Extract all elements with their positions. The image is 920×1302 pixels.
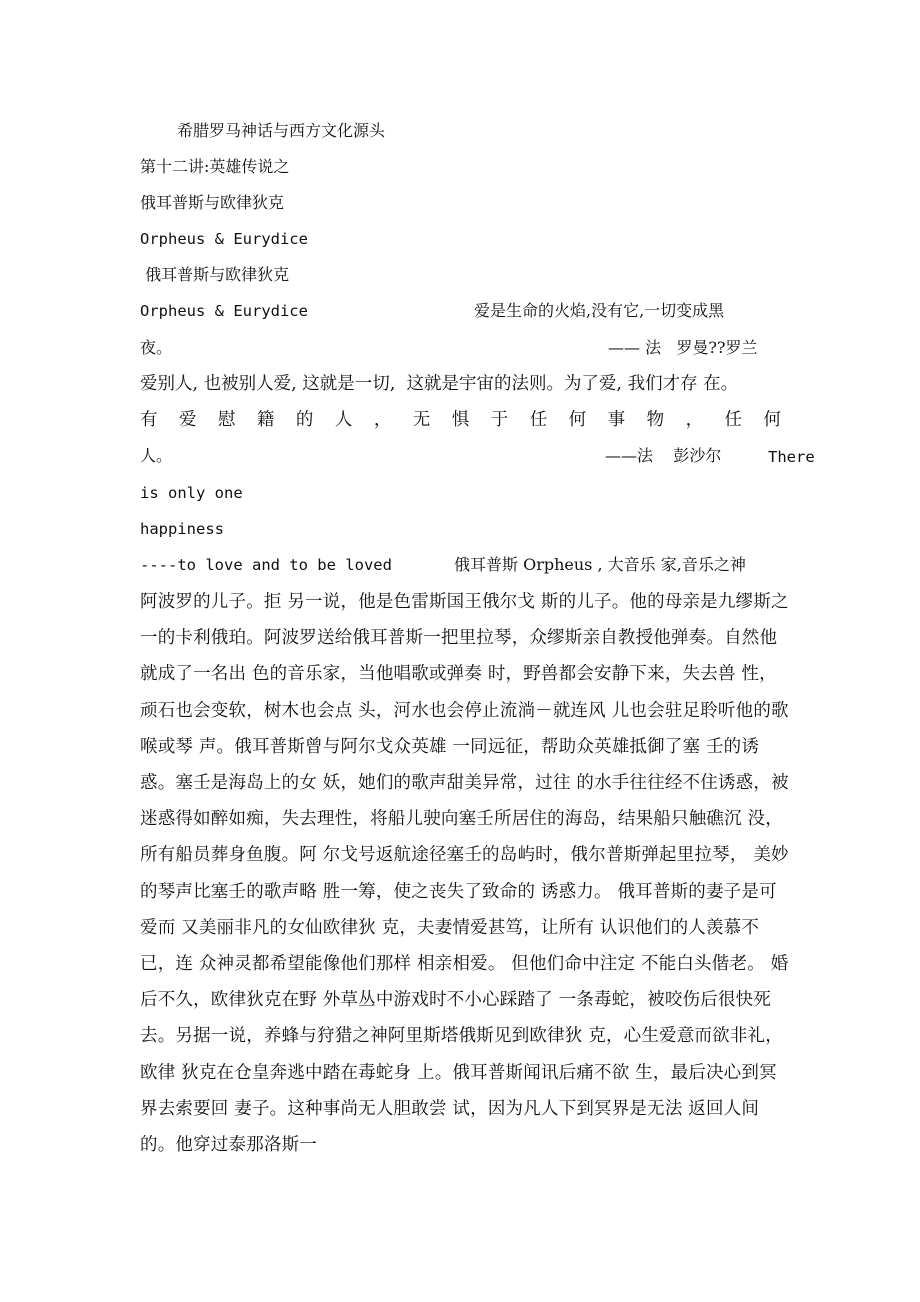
document-title: 希腊罗马神话与西方文化源头	[177, 121, 386, 140]
quote2-char: 爱	[178, 410, 197, 430]
quote2-char: ，	[373, 410, 392, 430]
english-quote-line2: is only one	[140, 484, 243, 502]
body-paragraph: 阿波罗的儿子。拒 另一说，他是色雷斯国王俄尔戈 斯的儿子。他的母亲是九缪斯之一的卡利俄珀。阿波罗送给俄耳普斯一把里拉琴，众缪斯亲自教授他弹奏。自然他就成了一名出 色的音乐家，当他唱歌或弹奏 时，野兽都会安静下来，失去兽 性，顽石也会变软，树木也会点 头，河水也会停止流淌－就连风 儿也会驻足聆听他的歌喉或琴 声。俄耳普斯曾与阿尔戈众英雄 一同远征，帮助众英雄抵御了塞 壬的诱惑。塞壬是海岛上的女 妖，她们的歌声甜美异常，过往 的水手往往经不住诱惑，被迷惑得如醉如痴，失去理性，将船儿驶向塞壬所居住的海岛，结果船只触礁沉 没，所有船员葬身鱼腹。阿 尔戈号返航途径塞壬的岛屿时，俄尔普斯弹起里拉琴， 美妙的琴声比塞壬的歌声略 胜一筹，使之丧失了致命的 诱惑力。 俄耳普斯的妻子是可爱而 又美丽非凡的女仙欧律狄 克，夫妻情爱甚笃，让所有 认识他们的人羡慕不已，连 众神灵都希望能像他们那样 相亲相爱。 但他们命中注定 不能白头偕老。 婚后不久，欧律狄克在野 外草丛中游戏时不小心踩踏了 一条毒蛇，被咬伤后很快死 去。另据一说，养蜂与狩猎之神阿里斯塔俄斯见到欧律狄 克，心生爱意而欲非礼，欧律 狄克在仓皇奔逃中踏在毒蛇身 上。俄耳普斯闻讯后痛不欲 生，最后决心到冥界去索要回 妻子。这种事尚无人胆敢尝 试，因为凡人下到冥界是无法 返回人间的。他穿过泰那洛斯一	[140, 592, 789, 1156]
quote2-char: 事	[607, 410, 626, 430]
lecture-heading: 第十二讲:英雄传说之	[140, 157, 290, 176]
quote2-char: 何	[763, 410, 781, 430]
quote2-char: 籍	[256, 410, 275, 430]
subtitle-chinese: 俄耳普斯与欧律狄克	[140, 193, 285, 212]
quote2-line2	[140, 410, 781, 430]
quote2-char: 何	[568, 410, 587, 430]
quote1-end: 夜。	[140, 338, 173, 357]
quote2-author: ——法 彭沙尔	[605, 446, 722, 465]
quote-label-english: Orpheus & Eurydice	[140, 302, 308, 320]
quote1-text: 爱是生命的火焰,没有它,一切变成黑	[474, 301, 725, 320]
quote2-line1: 爱别人, 也被别人爱, 这就是一切, 这就是宇宙的法则。为了爱, 我们才存 在。	[140, 374, 739, 394]
english-quote-start: There	[768, 448, 815, 466]
subtitle-chinese-repeat: 俄耳普斯与欧律狄克	[140, 265, 290, 284]
quote2-char: 无	[412, 410, 431, 430]
quote2-end: 人。	[140, 446, 173, 465]
quote2-char: 任	[529, 410, 548, 430]
quote2-char: ，	[685, 410, 704, 430]
quote2-char: 任	[724, 410, 743, 430]
subtitle-english: Orpheus & Eurydice	[140, 230, 308, 248]
english-quote-line4: ----to love and to be loved	[140, 556, 392, 574]
quote1-author: —— 法 罗曼??罗兰	[608, 338, 758, 357]
quote2-char: 有	[140, 410, 158, 430]
quote2-char: 于	[490, 410, 509, 430]
quote2-char: 慰	[217, 410, 236, 430]
quote2-char: 惧	[451, 410, 470, 430]
quote2-char: 物	[646, 410, 665, 430]
intro-text: 俄耳普斯 Orpheus , 大音乐 家,音乐之神	[454, 555, 746, 574]
quote2-char: 人	[334, 410, 353, 430]
quote2-char: 的	[295, 410, 314, 430]
english-quote-line3: happiness	[140, 520, 224, 538]
